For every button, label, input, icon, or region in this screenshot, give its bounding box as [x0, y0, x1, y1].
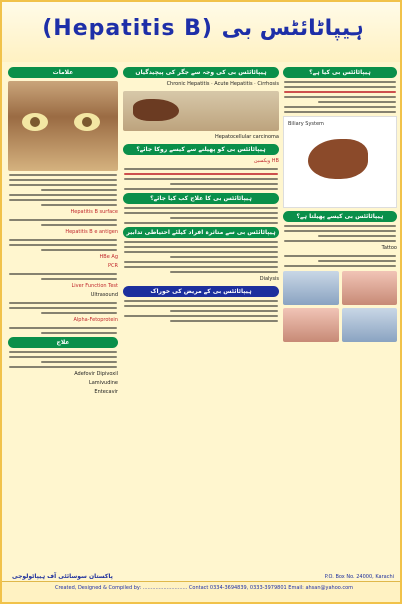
term-lft: Liver Function Test: [71, 283, 118, 289]
transmission-photos: [283, 271, 397, 342]
cirrhotic-liver-photo: [123, 91, 279, 131]
right-column: [283, 64, 397, 582]
photo-blood: [342, 308, 398, 342]
org-address: P.O. Box No. 24000, Karachi: [324, 574, 394, 580]
complications-header: ہیپاٹائٹس بی کی وجہ سے جگر کی پیچیدگیاں: [123, 67, 279, 78]
eye-right: [74, 113, 100, 131]
org-name: پاکستان سوسائٹی آف ہیپاٹولوجی: [12, 573, 113, 580]
biliary-system-diagram: Biliary System: [283, 116, 397, 208]
photo-dental: [283, 308, 339, 342]
risk-term-dialysis: Dialysis: [259, 276, 279, 282]
term-pcr: PCR: [108, 263, 118, 269]
eye-left: [22, 113, 48, 131]
title-bar: [2, 2, 402, 62]
symptoms-text-block: [9, 174, 117, 206]
prevention-header: ہیپاٹائٹس بی کو پھیلنے سے کیسے روکا جائے؟: [123, 144, 279, 155]
precautions-header: ہیپاٹائٹس بی سے متاثرہ افراد کیلئے احتیاطی تدابیر: [123, 227, 279, 238]
term-hbe: HBe Ag: [99, 254, 118, 260]
photo-injection: [283, 271, 339, 305]
when-treat-header: ہیپاٹائٹس بی کا علاج کب کیا جائے؟: [123, 193, 279, 204]
footer: [2, 581, 400, 602]
term-afp: Alpha-Fetoprotein: [73, 317, 118, 323]
complication-term-hcc: Hepatocellular carcinoma: [214, 134, 279, 140]
term-hbsag: Hepatitis B surface: [70, 209, 118, 215]
what-is-header: ہیپاٹائٹس بی کیا ہے؟: [283, 67, 397, 78]
transmission-header: ہیپاٹائٹس بی کیسے پھیلتا ہے؟: [283, 211, 397, 222]
middle-column: [123, 64, 279, 582]
treatment-drug-3: Entecavir: [94, 389, 118, 395]
left-section-header: علامات: [8, 67, 118, 78]
liver-icon: [308, 139, 368, 179]
transmission-term-tattoo: Tattoo: [381, 245, 397, 251]
term-ultrasound: Ultrasound: [90, 292, 118, 298]
treatment-drug-2: Lamivudine: [88, 380, 118, 386]
treatment-drug-1: Adefovir Dipivoxil: [74, 371, 118, 377]
poster-title: (Hepatitis B) ہیپاٹائٹس بی: [42, 16, 364, 41]
photo-tattoo: [342, 271, 398, 305]
footer-contact: Created, Designed & Compiled by: ............................ Contact 0334-3694839, 0333-3979801 Email: ahsan@yahoo.com: [54, 585, 353, 591]
diet-header: ہیپاٹائٹس بی کے مریض کی خوراک: [123, 286, 279, 297]
treatment-header: علاج: [8, 337, 118, 348]
left-column: [8, 64, 118, 582]
term-hbeag: Hepatitis B e antigen: [65, 229, 118, 235]
complication-terms: Chronic Hepatitis · Acute Hepatitis · Cirrhosis: [166, 81, 279, 87]
risk-term-vaccine: HB ویکسین: [253, 158, 279, 164]
jaundice-eyes-photo: [8, 81, 118, 171]
